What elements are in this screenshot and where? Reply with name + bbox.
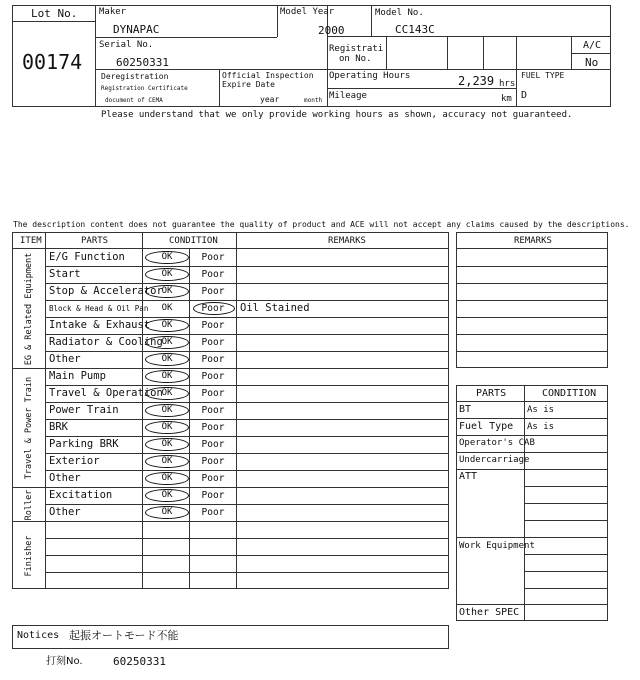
official-inspection-label: Official Inspection (222, 71, 314, 80)
year-label: year (260, 95, 280, 104)
row-poor-option[interactable]: Poor (201, 320, 225, 331)
row-poor-option[interactable]: Poor (201, 371, 225, 382)
row-poor-option[interactable]: Poor (201, 507, 225, 518)
maker-label: Maker (99, 7, 127, 17)
ac-value: No (585, 56, 599, 69)
fuel-type-row-value: As is (527, 422, 555, 432)
selection-circle (145, 472, 189, 485)
selection-circle (145, 421, 189, 434)
group-label-finisher: Finisher (24, 535, 34, 577)
fuel-type-value: D (521, 90, 528, 101)
row-part-label: Other (49, 506, 81, 518)
selection-circle (145, 506, 189, 519)
row-poor-option[interactable]: Poor (201, 422, 225, 433)
row-part-label: Power Train (49, 404, 119, 416)
row-ok-option[interactable]: OK (161, 320, 173, 330)
row-ok-option[interactable]: OK (161, 456, 173, 466)
operators-cab-label: Operator's CAB (459, 438, 535, 448)
stamp-number-label: 打刻No. (46, 656, 83, 667)
row-poor-option[interactable]: Poor (201, 405, 225, 416)
right-col-parts-header: PARTS (476, 388, 507, 399)
selection-circle (145, 268, 189, 281)
selection-circle (145, 438, 189, 451)
row-part-label: Start (49, 268, 81, 280)
row-ok-option[interactable]: OK (161, 337, 173, 347)
document-cema-label: document of CEMA (105, 97, 163, 104)
row-part-label: Exterior (49, 455, 100, 467)
registration-certificate-label: Registration Certificate (101, 85, 188, 92)
row-ok-option[interactable]: OK (161, 507, 173, 517)
row-poor-option[interactable]: Poor (201, 354, 225, 365)
group-label-eg: EG & Related Equipment (24, 252, 34, 366)
col-parts-header: PARTS (81, 236, 109, 246)
row-part-label: Excitation (49, 489, 113, 501)
selection-circle (193, 302, 235, 315)
right-remarks-header: REMARKS (514, 236, 552, 246)
model-year-label: Model Year (280, 7, 335, 17)
row-part-label: BRK (49, 421, 68, 433)
serial-no-value: 60250331 (116, 56, 169, 69)
selection-circle (145, 455, 189, 468)
work-equipment-label: Work Equipment (459, 541, 535, 551)
group-label-roller: Roller (24, 489, 34, 521)
row-ok-option[interactable]: OK (161, 286, 173, 296)
row-poor-option[interactable]: Poor (201, 456, 225, 467)
row-part-label: Radiator & Cooling (49, 336, 163, 348)
row-poor-option[interactable]: Poor (201, 490, 225, 501)
serial-no-label: Serial No. (99, 40, 154, 50)
month-label: month (304, 97, 323, 104)
notices-label: Notices (17, 630, 60, 641)
row-part-label: E/G Function (49, 251, 125, 263)
selection-circle (145, 319, 189, 332)
model-no-value: CC143C (395, 23, 435, 36)
row-part-label: Block & Head & Oil Pan (49, 304, 149, 313)
row-ok-option[interactable]: OK (161, 252, 173, 262)
notices-text: 起振オートモード不能 (69, 629, 179, 642)
operating-hours-label: Operating Hours (329, 71, 411, 81)
fuel-type-label: FUEL TYPE (521, 71, 565, 80)
col-item-header: ITEM (20, 236, 42, 246)
mileage-label: Mileage (329, 91, 367, 101)
row-part-label: Intake & Exhaust (49, 319, 151, 331)
lot-no-value: 00174 (22, 50, 83, 74)
row-poor-option[interactable]: Poor (201, 337, 225, 348)
row-poor-option[interactable]: Poor (201, 439, 225, 450)
hrs-label: hrs (499, 79, 516, 89)
row-ok-option[interactable]: OK (161, 269, 173, 279)
right-col-condition-header: CONDITION (542, 388, 597, 399)
bt-label: BT (459, 404, 472, 415)
registration-label-2: on No. (339, 54, 372, 64)
row-poor-option[interactable]: Poor (201, 286, 225, 297)
row-ok-option[interactable]: OK (161, 422, 173, 432)
undercarriage-label: Undercarriage (459, 455, 530, 465)
stamp-number-value: 60250331 (113, 655, 166, 668)
row-part-label: Main Pump (49, 370, 106, 382)
row-poor-option[interactable]: Poor (201, 269, 225, 280)
row-poor-option[interactable]: Poor (201, 473, 225, 484)
selection-circle (145, 404, 189, 417)
row-ok-option[interactable]: OK (161, 371, 173, 381)
row-poor-option[interactable]: Poor (201, 303, 225, 314)
row-ok-option[interactable]: OK (161, 490, 173, 500)
registration-label-1: Registrati (329, 44, 384, 54)
selection-circle (145, 387, 189, 400)
row-part-label: Travel & Operation (49, 387, 163, 399)
row-poor-option[interactable]: Poor (201, 388, 225, 399)
row-poor-option[interactable]: Poor (201, 252, 225, 263)
group-label-travel: Travel & Power Train (24, 376, 34, 480)
bt-value: As is (527, 405, 555, 415)
row-ok-option[interactable]: OK (161, 473, 173, 483)
row-ok-option[interactable]: OK (161, 354, 173, 364)
row-ok-option[interactable]: OK (161, 388, 173, 398)
deregistration-label: Deregistration (101, 72, 169, 81)
selection-circle (145, 251, 189, 264)
row-ok-option[interactable]: OK (161, 303, 173, 313)
model-year-value: 2000 (318, 24, 345, 37)
disclaimer-text: The description content does not guarantee the quality of product and ACE will not accept any claims caused by the descriptions. (13, 220, 630, 229)
col-condition-header: CONDITION (169, 236, 218, 246)
ac-label: A/C (583, 40, 602, 51)
expire-date-label: Expire Date (222, 80, 275, 89)
fuel-type-row-label: Fuel Type (459, 421, 514, 432)
row-part-label: Parking BRK (49, 438, 119, 450)
operating-hours-value: 2,239 (458, 74, 495, 88)
col-remarks-header: REMARKS (328, 236, 366, 246)
km-label: km (501, 94, 512, 104)
row-remark: Oil Stained (240, 302, 310, 314)
row-part-label: Other (49, 353, 81, 365)
row-ok-option[interactable]: OK (161, 439, 173, 449)
selection-circle (145, 370, 189, 383)
row-part-label: Stop & Accelerator (49, 285, 163, 297)
selection-circle (145, 336, 189, 349)
hours-accuracy-notice: Please understand that we only provide working hours as shown, accuracy not guaranteed. (101, 110, 573, 120)
row-ok-option[interactable]: OK (161, 405, 173, 415)
maker-value: DYNAPAC (113, 23, 160, 36)
model-no-label: Model No. (375, 8, 424, 18)
att-label: ATT (459, 471, 478, 482)
selection-circle (145, 285, 189, 298)
selection-circle (145, 353, 189, 366)
selection-circle (145, 489, 189, 502)
lot-no-label: Lot No. (31, 7, 78, 20)
other-spec-label: Other SPEC (459, 607, 520, 618)
row-part-label: Other (49, 472, 81, 484)
